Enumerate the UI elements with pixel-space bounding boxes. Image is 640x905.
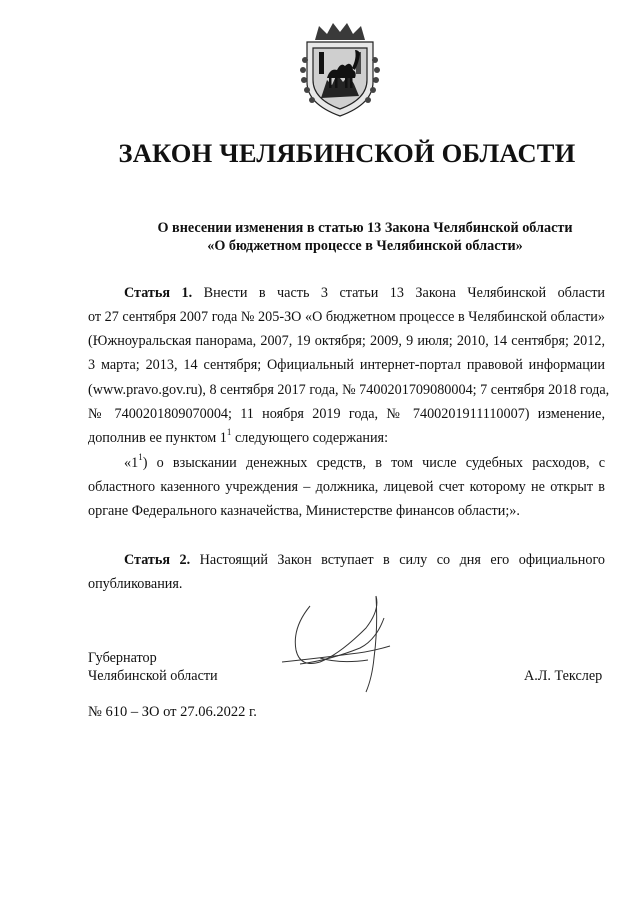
inserted-clause-line: областного казенного учреждения – должника, лицевой счет которому не открыт в xyxy=(88,479,605,495)
article-1-line: 3 марта; 2013, 14 сентября; Официальный интернет-портал правовой информации xyxy=(88,357,605,373)
inserted-clause-line: «$1^1$) о взыскании денежных средств, в том числе судебных расходов, с xyxy=(124,452,605,471)
signatory-position: Губернатор Челябинской области xyxy=(88,650,218,684)
subject-line-2: «О бюджетном процессе в Челябинской области» xyxy=(207,238,523,254)
article-2-first-line: Статья 2. Настоящий Закон вступает в силу со дня его официального xyxy=(124,552,606,568)
article-1-first-line: Статья 1. Внести в часть 3 статьи 13 Закона Челябинской области xyxy=(124,285,605,301)
subject-line-1: О внесении изменения в статью 13 Закона Челябинской области xyxy=(157,220,573,236)
article-1-line: (Южноуральская панорама, 2007, 19 октября; 2009, 9 июля; 2010, 14 сентября; 2012, xyxy=(88,333,605,349)
article-1-line: дополнив ее пунктом $1^1$ следующего содержания: xyxy=(88,427,389,446)
article-1-line: от 27 сентября 2007 года № 205-ЗО «О бюджетном процессе в Челябинской области» xyxy=(88,309,605,325)
article-1-line: (www.pravo.gov.ru), 8 сентября 2017 года, № 7400201709080004; 7 сентября 2018 года, xyxy=(88,382,610,398)
article-2-line: опубликования. xyxy=(88,576,183,592)
inserted-clause-line: органе Федерального казначейства, Министерстве финансов области;». xyxy=(88,503,520,519)
law-subject xyxy=(0,219,640,255)
coat-of-arms-icon xyxy=(297,20,383,120)
law-title: ЗАКОН ЧЕЛЯБИНСКОЙ ОБЛАСТИ xyxy=(118,138,576,168)
signatory-name: А.Л. Текслер xyxy=(524,668,603,684)
article-1-label: Статья 1. xyxy=(124,285,193,301)
law-number-date: № 610 – ЗО от 27.06.2022 г. xyxy=(88,704,257,720)
article-1-line: № 7400201809070004; 11 ноября 2019 года, № 7400201911110007) изменение, xyxy=(88,406,605,422)
handwritten-signature xyxy=(280,588,400,698)
article-2-label: Статья 2. xyxy=(124,552,191,568)
